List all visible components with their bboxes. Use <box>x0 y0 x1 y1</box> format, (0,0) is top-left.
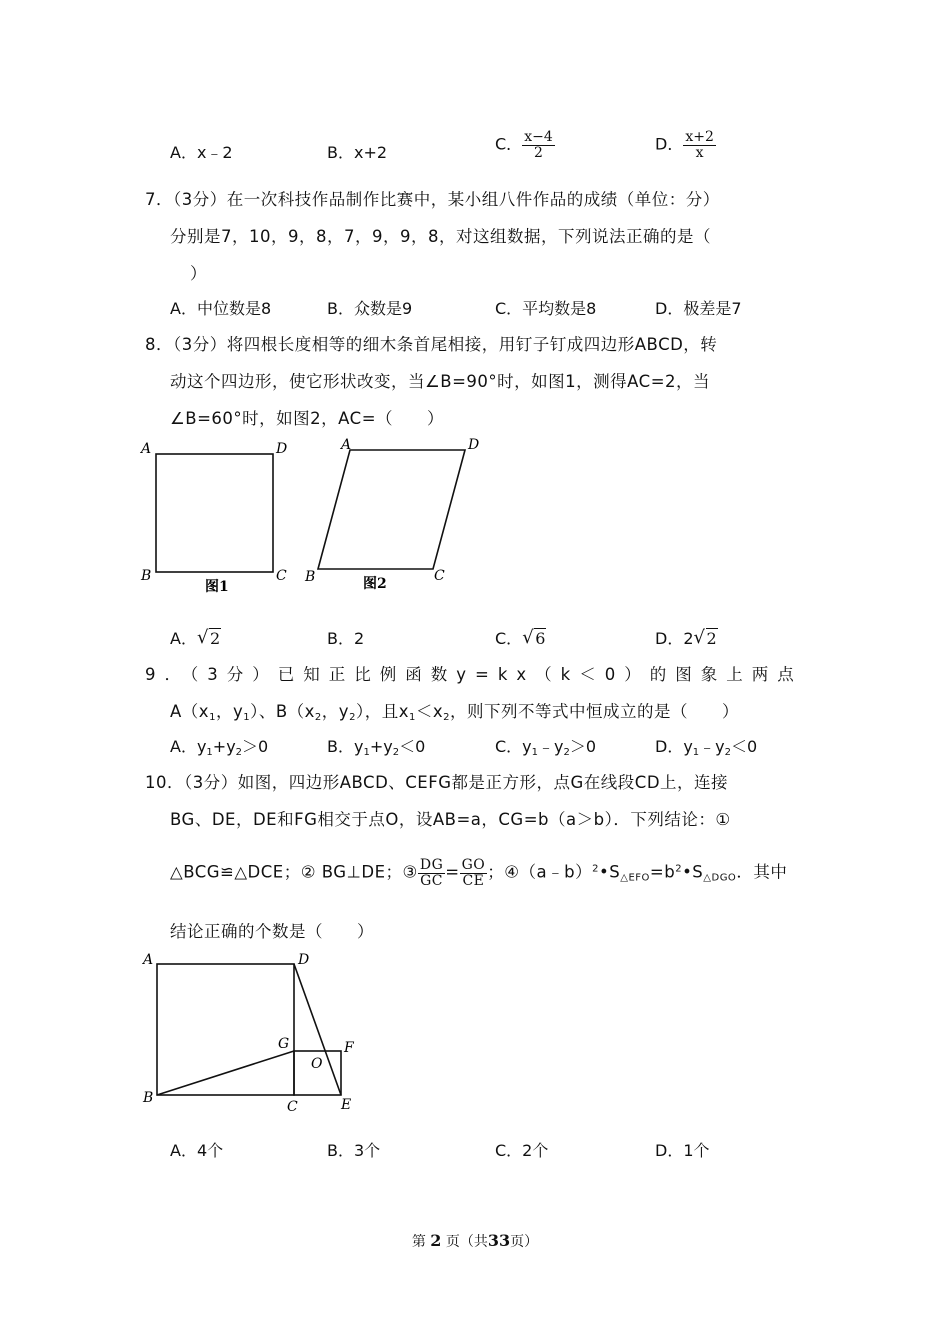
q8-stem-line1: 8．（3分）将四根长度相等的细木条首尾相接，用钉子钉成四边形ABCD，转 <box>145 335 718 354</box>
q10-stem-line3: △BCG≌△DCE；② BG⊥DE；③ $\frac{DG}{GC}$ = $\frac{GO}{CE}$ ；$④(a﹣b)^2•S_{\triangle EFO}=b^2•S_{\triangle DGO}$．其中 <box>170 857 788 889</box>
q10-label-f: F <box>344 1040 354 1056</box>
q6-option-d-fraction <box>683 130 716 160</box>
q10-option-d: D．1个 <box>655 1141 710 1160</box>
q10-stem-line1: 10．（3分）如图，四边形ABCD、CEFG都是正方形，点G在线段CD上，连接 <box>145 773 729 792</box>
q10-fraction-go-ce: $\frac{GO}{CE}$ <box>461 857 486 889</box>
q6-option-c-label: C． <box>495 134 523 154</box>
q8-option-a <box>170 626 221 649</box>
q8-fig1-label-c: C <box>276 568 287 584</box>
q10-label-c: C <box>287 1099 298 1115</box>
page-footer <box>0 1231 950 1251</box>
footer-total-pages: 33 <box>487 1231 511 1250</box>
q8-fig2-label-d: D <box>468 437 480 453</box>
q6-option-c <box>495 130 555 160</box>
q8-option-c-sqrt <box>522 629 546 648</box>
q6-option-c-denominator: 2 <box>534 144 543 161</box>
q9-stem-line2: $A(x_1$，$y_1$）、$B(x_2$，$y_2$），且$x_1<x_2$，则下列不等式中恒成立的是（ ） <box>170 702 739 723</box>
q10-option-b: B．3个 <box>327 1141 381 1160</box>
q8-fig1-caption: 图1 <box>205 579 229 595</box>
q8-figure2 <box>304 437 479 592</box>
q8-option-a-label: A． <box>170 629 197 648</box>
q7-stem-line2: 分别是7，10，9，8，7，9，9，8，对这组数据，下列说法正确的是（ <box>170 227 711 246</box>
q6-option-d <box>655 130 716 160</box>
q7-option-b: B．众数是9 <box>327 299 413 318</box>
q8-option-d <box>655 626 718 649</box>
q9-option-a: A．$y_1+y_2>0$ <box>170 737 269 758</box>
q8-option-d-sqrt <box>694 629 718 648</box>
q8-fig1-square <box>156 454 273 572</box>
q10-label-e: E <box>341 1097 352 1113</box>
q9-option-d: D．$y_1﹣y_2<0$ <box>655 737 758 758</box>
q9-option-c: C．$y_1﹣y_2>0$ <box>495 737 597 758</box>
q7-stem-line1: 7．（3分）在一次科技作品制作比赛中，某小组八件作品的成绩（单位：分） <box>145 190 720 209</box>
q10-segment-bg <box>157 1051 294 1095</box>
footer-page-number: 2 <box>430 1231 442 1250</box>
q8-fig2-rhombus <box>318 450 465 569</box>
q6-option-d-denominator: x <box>695 144 704 161</box>
q8-option-c <box>495 626 546 649</box>
q8-option-a-sqrt <box>197 629 221 648</box>
q6-option-b: B．x+2 <box>327 143 388 162</box>
q10-label-o: O <box>311 1056 323 1072</box>
radical-icon: √ <box>196 627 209 648</box>
q8-fig2-label-b: B <box>305 569 316 585</box>
footer-prefix: 第 <box>411 1234 426 1250</box>
q7-stem-line3: ） <box>190 264 207 283</box>
q10-fraction-dg-gc: $\frac{DG}{GC}$ <box>419 857 444 889</box>
q8-figures <box>135 432 495 602</box>
q6-option-a: A．x﹣2 <box>170 143 233 162</box>
q10-stem-line2: BG、DE，DE和FG相交于点O，设AB=a，CG=b（a＞b）．下列结论：① <box>170 810 731 829</box>
q10-label-b: B <box>143 1090 154 1106</box>
q8-stem-line3: ∠B=60°时，如图2，AC=（ ） <box>170 409 445 428</box>
q8-fig1-label-a: A <box>141 441 152 457</box>
q7-option-a: A．中位数是8 <box>170 299 272 318</box>
footer-middle: 页（共 <box>445 1234 488 1250</box>
q8-fig2-label-a: A <box>341 437 352 453</box>
q8-fig2-label-c: C <box>434 568 445 584</box>
q8-option-c-label: C． <box>495 629 523 648</box>
q10-square-abcd <box>157 964 294 1095</box>
q7-option-c: C．平均数是8 <box>495 299 597 318</box>
q8-fig1-label-b: B <box>141 568 152 584</box>
q8-figure1 <box>139 441 287 595</box>
q10-figure <box>135 945 375 1120</box>
q8-fig2-caption: 图2 <box>363 576 387 592</box>
q6-option-d-numerator: x+2 <box>685 129 714 145</box>
q8-option-d-radicand: 2 <box>706 629 717 648</box>
q10-stem-line4: 结论正确的个数是（ ） <box>170 922 374 941</box>
q8-option-a-radicand: 2 <box>209 629 221 648</box>
q6-option-c-fraction <box>522 130 555 160</box>
radical-icon: √ <box>693 627 705 648</box>
q10-label-d: D <box>298 952 310 968</box>
radical-icon: √ <box>522 627 534 648</box>
q10-label-a: A <box>143 952 154 968</box>
q9-stem-line1: 9．（3分）已知正比例函数y=kx（k＜0）的图象上两点 <box>145 665 803 684</box>
q10-option-c: C．2个 <box>495 1141 549 1160</box>
q7-option-d: D．极差是7 <box>655 299 742 318</box>
q9-option-b: B．$y_1+y_2<0$ <box>327 737 426 758</box>
q8-stem-line2: 动这个四边形，使它形状改变，当∠B=90°时，如图1，测得AC=2，当 <box>170 372 711 391</box>
q8-option-b: B．2 <box>327 629 365 648</box>
footer-suffix: 页） <box>510 1234 539 1250</box>
q8-fig1-label-d: D <box>276 441 288 457</box>
q10-option-a: A．4个 <box>170 1141 224 1160</box>
q8-option-d-label: D．2 <box>655 629 694 648</box>
q8-option-c-radicand: 6 <box>535 629 546 648</box>
q6-option-c-numerator: x−4 <box>524 129 553 145</box>
q6-option-d-label: D． <box>655 134 684 154</box>
q10-label-g: G <box>278 1036 290 1052</box>
q10-segment-de <box>294 964 341 1095</box>
